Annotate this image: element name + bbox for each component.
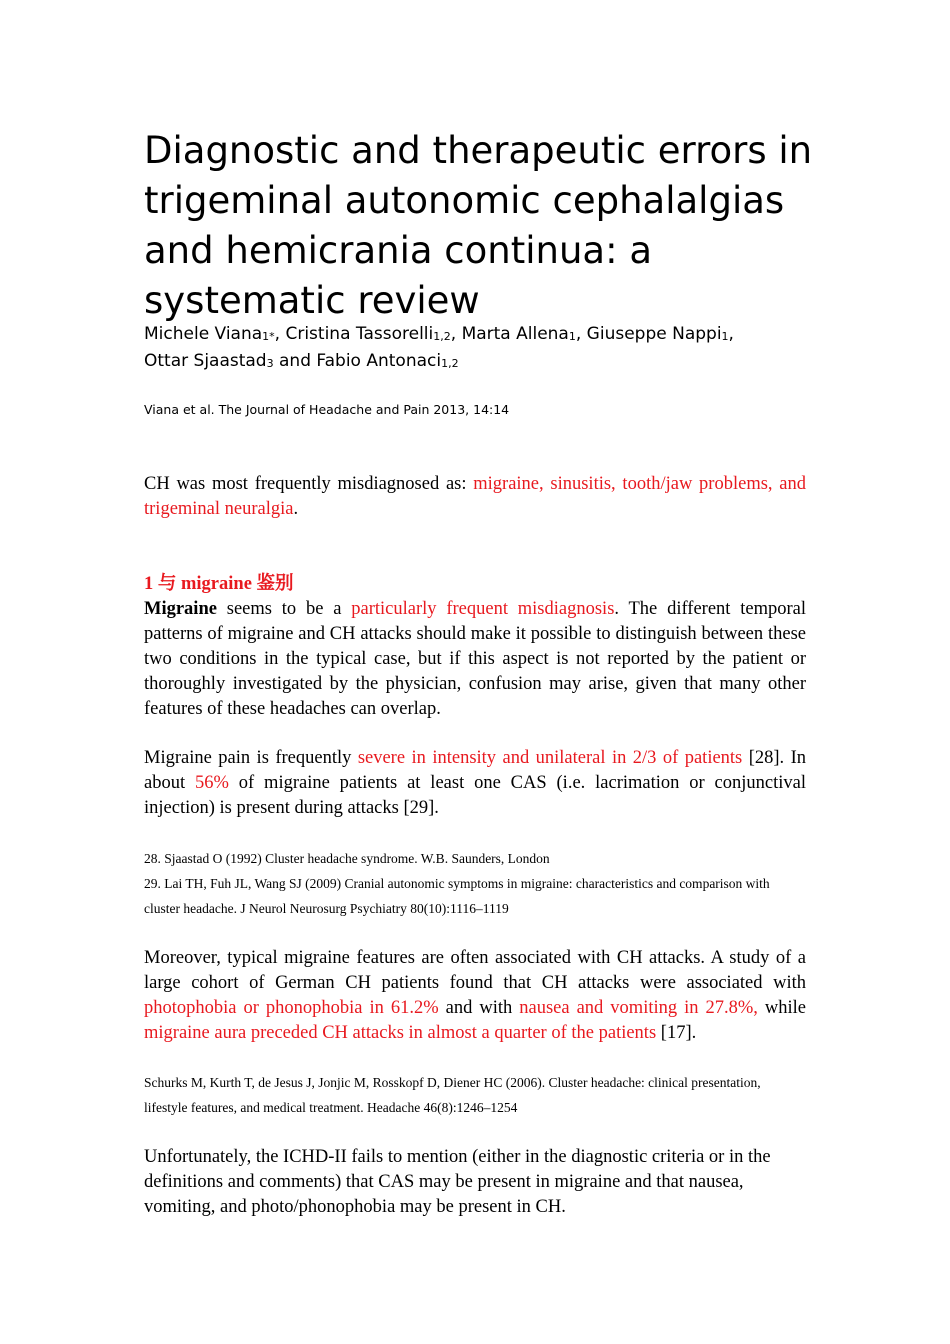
- highlight-text: 56%: [194, 773, 229, 793]
- reference-29: 29. Lai TH, Fuh JL, Wang SJ (2009) Cranial autonomic symptoms in migraine: characteristics and comparison with cluster headache. J Neurol Neurosurg Psychiatry 80(10):1116–1119: [144, 876, 770, 916]
- author-separator: ,: [575, 324, 587, 344]
- text-run: seems to be a: [216, 599, 352, 619]
- text-run: [28]. In about: [144, 748, 807, 793]
- intro-text: CH was most frequently misdiagnosed as:: [144, 474, 474, 494]
- author-name: Ottar Sjaastad: [144, 351, 267, 371]
- author-name: Cristina Tassorelli: [285, 324, 434, 344]
- paper-title: Diagnostic and therapeutic errors in trigeminal autonomic cephalalgias and hemicrania continua: a systematic review: [144, 129, 813, 322]
- text-run: of migraine patients at least one CAS (i.e. lacrimation or conjunctival injection) is present during attacks [29].: [144, 773, 806, 818]
- highlight-text: nausea and vomiting in 27.8%,: [519, 998, 758, 1018]
- text-run: Moreover, typical migraine features are often associated with CH attacks. A study of a large cohort of German CH patients found that CH attacks were associated with: [144, 948, 806, 993]
- author-name: Marta Allena: [461, 324, 569, 344]
- text-run: Migraine pain is frequently: [144, 748, 358, 768]
- text-run: . The different temporal patterns of migraine and CH attacks should make it possible to distinguish between these two conditions in the typical case, but if this aspect is not reported by the patient or thoroughly investigated by the physician, confusion may arise, given that many other features of these headaches can overlap.: [144, 599, 806, 719]
- author-affiliation: 1*: [262, 330, 275, 343]
- highlight-text: severe in intensity and unilateral in 2/3 of patients: [357, 748, 743, 768]
- intro-paragraph: [144, 472, 806, 522]
- author-name: Fabio Antonaci: [316, 351, 442, 371]
- reference-17: Schurks M, Kurth T, de Jesus J, Jonjic M, Rosskopf D, Diener HC (2006). Cluster headache: clinical presentation, lifestyle features, and medical treatment. Headache 46(8):1246–1254: [144, 1075, 761, 1115]
- author-affiliation: 1,2: [441, 357, 459, 370]
- section-heading: 1 与 migraine 鉴别: [144, 574, 294, 594]
- paragraph-3: [144, 946, 806, 1046]
- author-list: [144, 322, 806, 376]
- highlight-text: photophobia or phonophobia in 61.2%: [144, 998, 439, 1018]
- intro-highlight: migraine, sinusitis, tooth/jaw problems, and trigeminal neuralgia: [144, 474, 806, 519]
- highlight-text: particularly frequent misdiagnosis: [351, 599, 615, 619]
- author-affiliation: 1: [568, 330, 576, 343]
- reference-28: 28. Sjaastad O (1992) Cluster headache syndrome. W.B. Saunders, London: [144, 851, 550, 866]
- journal-citation: Viana et al. The Journal of Headache and Pain 2013, 14:14: [144, 402, 510, 417]
- author-affiliation: 3: [266, 357, 274, 370]
- paragraph-1: [144, 597, 806, 722]
- author-separator: ,: [274, 324, 286, 344]
- author-affiliation: 1: [721, 330, 729, 343]
- text-run: while: [757, 998, 807, 1018]
- paragraph-4: Unfortunately, the ICHD-II fails to mention (either in the diagnostic criteria or in the definitions and comments) that CAS may be present in migraine and that nausea, vomiting, and photo/phonophobia may be present in CH.: [144, 1147, 771, 1217]
- author-separator: ,: [450, 324, 462, 344]
- author-separator: ,: [728, 324, 734, 344]
- paragraph-2: [144, 746, 806, 821]
- intro-end: .: [293, 499, 299, 519]
- bold-term: Migraine: [144, 599, 217, 619]
- text-run: and with: [438, 998, 520, 1018]
- author-name: Michele Viana: [144, 324, 263, 344]
- author-separator: and: [273, 351, 317, 371]
- text-run: [17].: [656, 1023, 697, 1043]
- author-name: Giuseppe Nappi: [586, 324, 722, 344]
- highlight-text: migraine aura preceded CH attacks in almost a quarter of the patients: [144, 1023, 657, 1043]
- author-affiliation: 1,2: [433, 330, 451, 343]
